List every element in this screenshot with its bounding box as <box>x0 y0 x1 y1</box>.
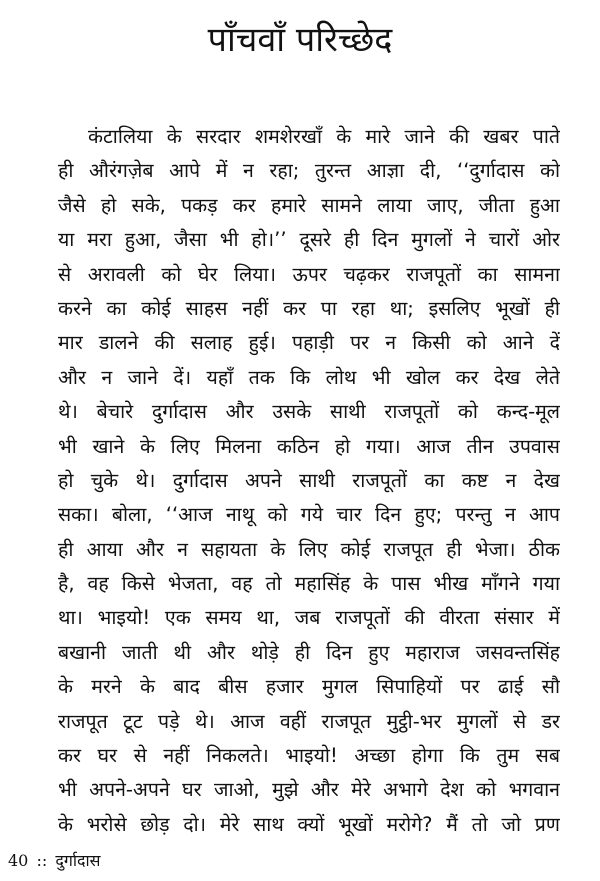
text-line: राजपूत टूट पड़े थे। आज वहीं राजपूत मुट्ठी-भर मुगलों से डर <box>58 709 560 733</box>
text-line: ही आया और न सहायता के लिए कोई राजपूत ही भेजा। ठीक <box>58 537 560 561</box>
text-line: बखानी जाती थी और थोड़े ही दिन हुए महाराज जसवन्तसिंह <box>58 640 560 664</box>
page-number: 40 <box>8 851 29 870</box>
text-line: हो चुके थे। दुर्गादास अपने साथी राजपूतों का कष्ट न देख <box>58 468 560 492</box>
text-line: के भरोसे छोड़ दो। मेरे साथ क्यों भूखों मरोगे? मैं तो जो प्रण <box>58 812 560 836</box>
text-line: करने का कोई साहस नहीं कर पा रहा था; इसलिए भूखों ही <box>58 296 560 320</box>
text-line: ही औरंगज़ेब आपे में न रहा; तुरन्त आज्ञा दी, ‘‘दुर्गादास को <box>58 159 560 183</box>
text-line: मार डालने की सलाह हुई। पहाड़ी पर न किसी को आने दें <box>58 331 560 355</box>
text-line: है, वह किसे भेजता, वह तो महासिंह के पास भीख माँगने गया <box>58 572 560 596</box>
text-line: भी अपने-अपने घर जाओ, मुझे और मेरे अभागे देश को भगवान <box>58 778 560 802</box>
page-footer <box>8 850 100 872</box>
text-line: था। भाइयो! एक समय था, जब राजपूतों की वीरता संसार में <box>58 606 560 630</box>
text-line: या मरा हुआ, जैसा भी हो।’’ दूसरे ही दिन मुगलों ने चारों ओर <box>58 228 560 252</box>
running-book-title: दुर्गादास <box>55 851 101 870</box>
text-line: से अरावली को घेर लिया। ऊपर चढ़कर राजपूतों का सामना <box>58 262 560 286</box>
text-line: थे। बेचारे दुर्गादास और उसके साथी राजपूतों को कन्द-मूल <box>58 400 560 424</box>
chapter-title: पाँचवाँ परिच्छेद <box>207 20 393 60</box>
text-line: जैसे हो सके, पकड़ कर हमारे सामने लाया जाए, जीता हुआ <box>58 193 560 217</box>
text-line: कर घर से नहीं निकलते। भाइयो! अच्छा होगा कि तुम सब <box>58 744 560 768</box>
text-line: कंटालिया के सरदार शमशेरखाँ के मारे जाने की खबर पाते <box>88 125 560 148</box>
text-line: के मरने के बाद बीस हजार मुगल सिपाहियों पर ढाई सौ <box>58 675 560 699</box>
text-line: भी खाने के लिए मिलना कठिन हो गया। आज तीन उपवास <box>58 434 560 458</box>
body-text <box>58 120 560 842</box>
footer-separator: :: <box>36 851 48 870</box>
text-line: और न जाने दें। यहाँ तक कि लोथ भी खोल कर देख लेते <box>58 365 560 389</box>
text-line: सका। बोला, ‘‘आज नाथू को गये चार दिन हुए; परन्तु न आप <box>58 503 560 527</box>
